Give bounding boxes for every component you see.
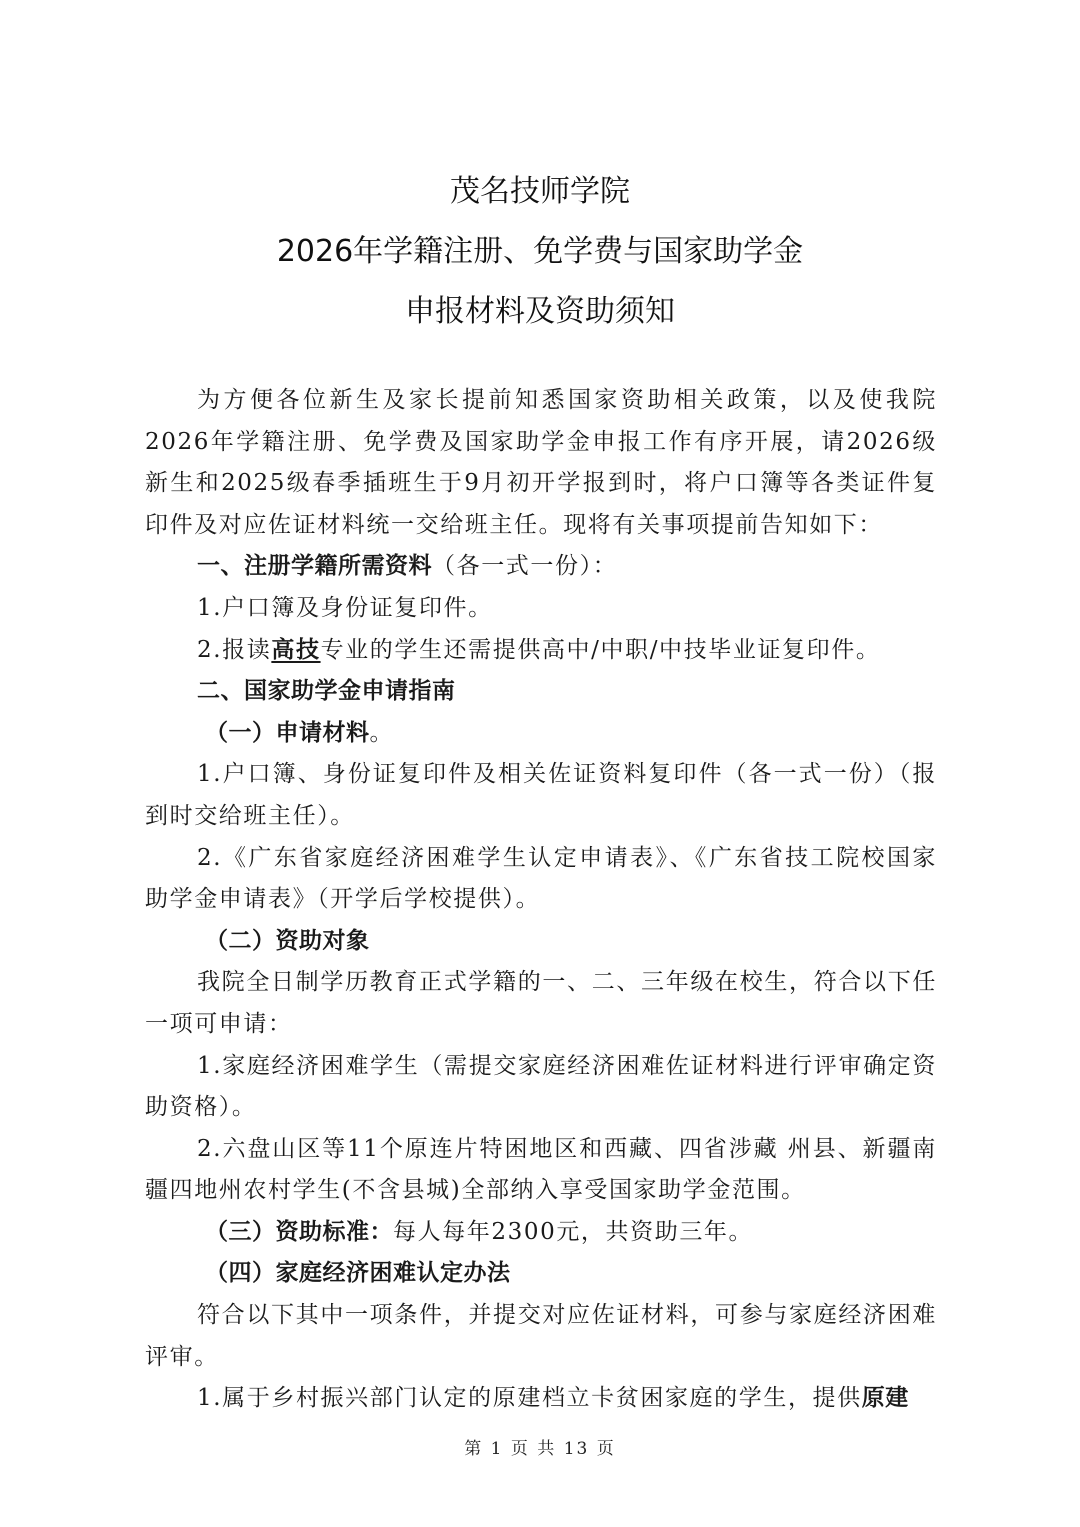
sub3-text: 每人每年2300元，共资助三年。 xyxy=(393,1218,754,1245)
section1-item2 xyxy=(145,630,937,672)
sub1-heading-end: 。 xyxy=(369,719,395,746)
title-subject: 2026年学籍注册、免学费与国家助学金 xyxy=(276,234,804,269)
sub4-item1 xyxy=(145,1378,937,1420)
sub4-item1-pre: 1.属于乡村振兴部门认定的原建档立卡贫困家庭的学生，提供 xyxy=(197,1385,862,1412)
document-title xyxy=(0,162,1080,342)
sub3-line xyxy=(145,1212,937,1254)
sub3-heading: （三）资助标准： xyxy=(205,1218,393,1245)
page-number-footer: 第 1 页 共 13 页 xyxy=(464,1439,616,1459)
section1-item2-post: 专业的学生还需提供高中/中职/中技毕业证复印件。 xyxy=(320,636,881,663)
section1-heading-line xyxy=(145,546,937,588)
intro-paragraph: 为方便各位新生及家长提前知悉国家资助相关政策，以及使我院2026年学籍注册、免学费及国家助学金申报工作有序开展，请2026级新生和2025级春季插班生于9月初开学报到时，将户口簿等各类证件复印件及对应佐证材料统一交给班主任。现将有关事项提前告知如下： xyxy=(145,387,937,538)
sub2-text: 我院全日制学历教育正式学籍的一、二、三年级在校生，符合以下任一项可申请： xyxy=(145,969,937,1037)
sub2-heading: （二）资助对象 xyxy=(205,927,370,954)
sub4-text: 符合以下其中一项条件，并提交对应佐证材料，可参与家庭经济困难评审。 xyxy=(145,1302,937,1370)
title-school-name: 茂名技师学院 xyxy=(450,174,630,209)
section1-item1: 1.户口簿及身份证复印件。 xyxy=(197,594,493,621)
sub4-item1-bold: 原建 xyxy=(861,1385,909,1412)
sub1-heading: （一）申请材料 xyxy=(205,719,370,746)
section1-item2-highlight: 高技 xyxy=(271,636,321,663)
sub1-item1: 1.户口簿、身份证复印件及相关佐证资料复印件（各一式一份）（报到时交给班主任）。 xyxy=(145,761,937,829)
section1-item2-pre: 2.报读 xyxy=(197,636,272,663)
title-notice: 申报材料及资助须知 xyxy=(405,294,675,329)
sub2-item2: 2.六盘山区等11个原连片特困地区和西藏、四省涉藏 州县、新疆南疆四地州农村学生(不含县城)全部纳入享受国家助学金范围。 xyxy=(145,1135,937,1204)
sub1-item2: 2.《广东省家庭经济困难学生认定申请表》、《广东省技工院校国家助学金申请表》（开学后学校提供）。 xyxy=(145,844,937,913)
sub2-item1: 1.家庭经济困难学生（需提交家庭经济困难佐证材料进行评审确定资助资格）。 xyxy=(145,1052,937,1121)
section1-heading: 一、注册学籍所需资料 xyxy=(197,553,432,580)
sub1-heading-line xyxy=(145,713,937,755)
document-body xyxy=(145,380,937,1420)
section2-heading: 二、国家助学金申请指南 xyxy=(197,678,456,705)
section1-heading-note: （各一式一份）： xyxy=(432,553,618,580)
sub4-heading: （四）家庭经济困难认定办法 xyxy=(205,1260,511,1287)
